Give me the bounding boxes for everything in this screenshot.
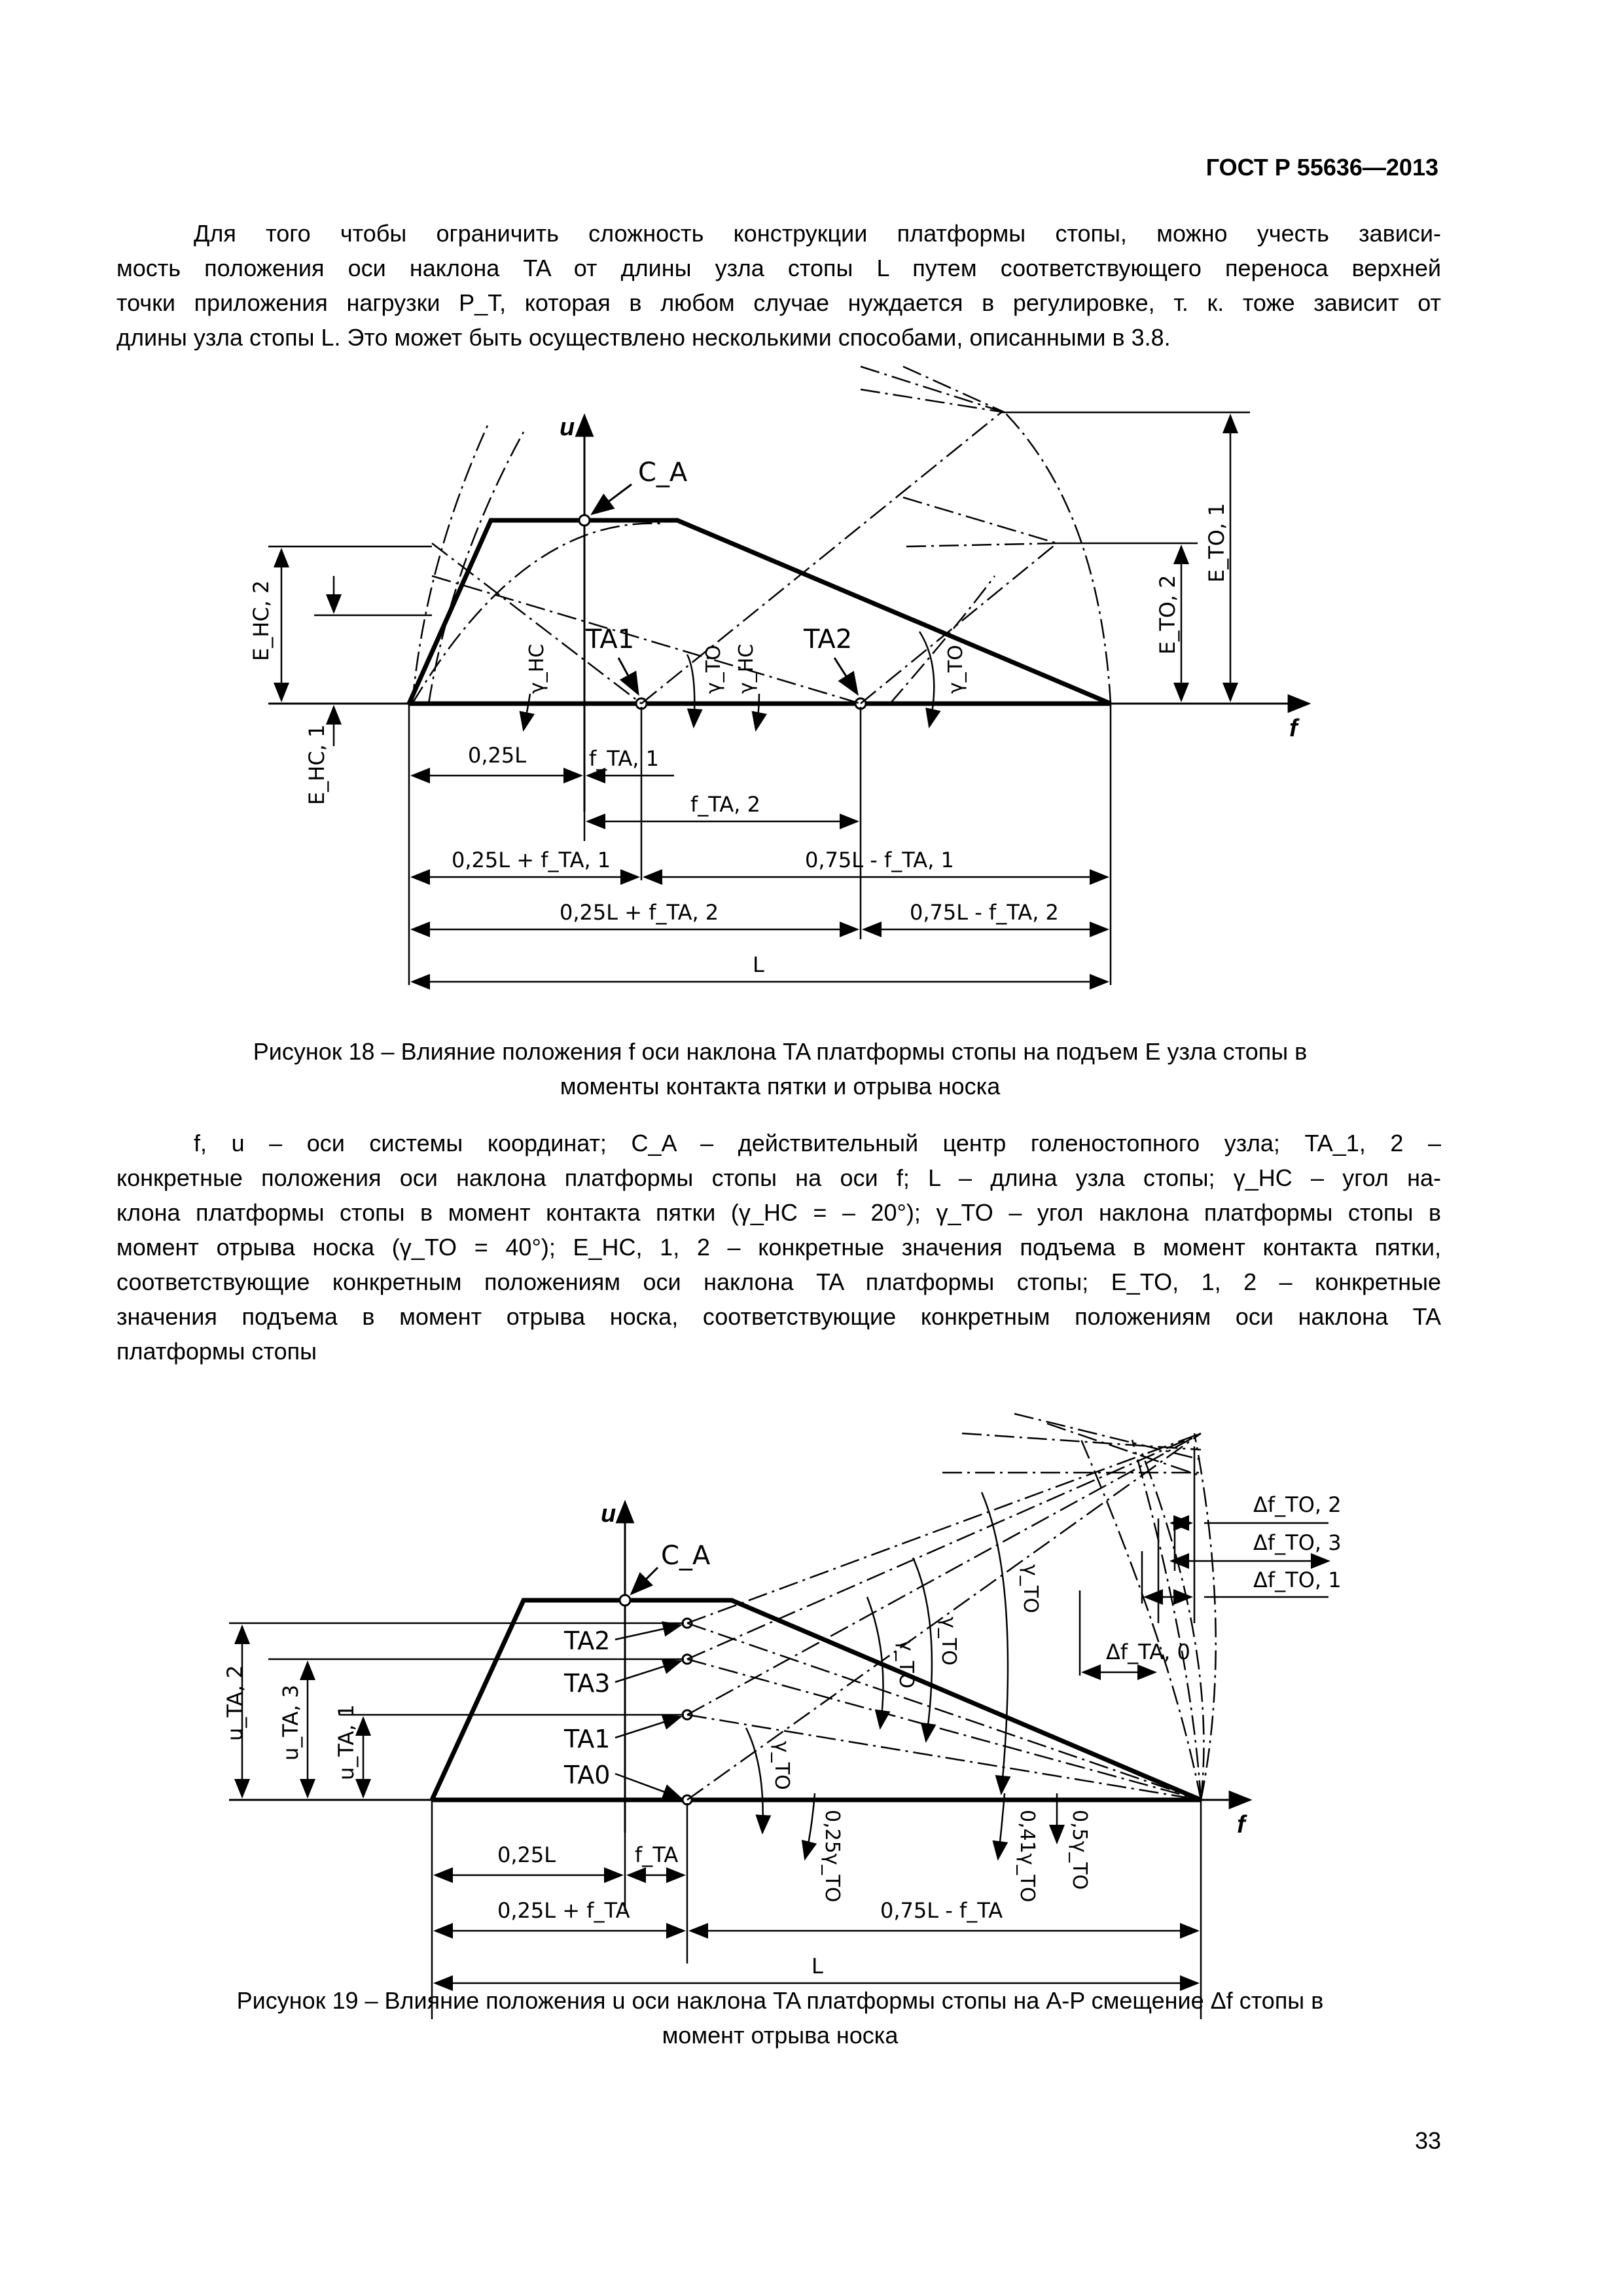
u-axis-label: u: [560, 414, 575, 441]
dim-025l-fta1: 0,25L + f_TA, 1: [452, 848, 611, 872]
df-to3-label: Δf_TO, 3: [1253, 1530, 1342, 1555]
legend-line: платформы стопы: [116, 1338, 317, 1365]
e-to1-label: E_TO, 1: [1204, 503, 1229, 583]
dimension-labels: [452, 743, 1059, 977]
caption-line: момент отрыва носка: [662, 2022, 899, 2049]
dim-fta1: f_TA, 1: [589, 746, 659, 771]
f-axis-label: f: [1237, 1811, 1245, 1839]
construction-lines: [412, 367, 1111, 704]
g05-label: 0,5γ_TO: [1068, 1810, 1091, 1890]
gamma-to-label: γ_TO: [937, 1617, 960, 1666]
dim-l: L: [812, 1954, 823, 1979]
gamma-hc-label: γ_HC: [735, 643, 758, 694]
foot-platform-outline: [409, 520, 1111, 704]
ca-leader: [632, 1568, 658, 1594]
legend-line: момент отрыва носка (γ_TO = 40°); E_HC, 1, 2 – конкретные значения подъема в момент контакта пятки,: [116, 1234, 1441, 1261]
dim-075l-fta2: 0,75L - f_TA, 2: [910, 900, 1059, 925]
fan-construction-lines: [687, 1414, 1216, 1800]
foot-platform-outline: [432, 1600, 1201, 1800]
u-axis-label: u: [601, 1500, 616, 1528]
dimension-labels: [497, 1842, 1003, 1979]
gamma-to-label: γ_TO: [1019, 1564, 1042, 1613]
df-to2-label: Δf_TO, 2: [1253, 1492, 1342, 1517]
dim-075l-fta: 0,75L - f_TA: [880, 1898, 1003, 1923]
ca-label: C_A: [638, 457, 688, 488]
dim-l: L: [753, 952, 764, 977]
caption-line: Рисунок 18 – Влияние положения f оси наклона TA платформы стопы на подъем E узла стопы в: [253, 1038, 1308, 1065]
caption-line: Рисунок 19 – Влияние положения u оси наклона TA платформы стопы на A-P смещение Δf стопы в: [236, 1987, 1324, 2014]
caption-line: моменты контакта пятки и отрыва носка: [560, 1073, 1001, 1100]
df-to1-label: Δf_TO, 1: [1253, 1568, 1342, 1592]
legend-line: соответствующие конкретным положениям оси наклона TA платформы стопы; E_TO, 1, 2 – конкретные: [116, 1268, 1441, 1295]
dim-025l: 0,25L: [468, 743, 527, 768]
gamma-hc-label: γ_HC: [526, 643, 548, 694]
dim-fta2: f_TA, 2: [690, 792, 760, 817]
ca-leader: [592, 484, 632, 514]
intro-line: длины узла стопы L. Это может быть осуществлено несколькими способами, описанными в 3.8.: [116, 324, 1171, 351]
page-number: 33: [1414, 2127, 1441, 2154]
ta1-label: TA1: [586, 624, 635, 655]
legend-line: конкретные положения оси наклона платформы стопы на оси f; L – длина узла стопы; γ_HC – угол на-: [116, 1164, 1441, 1191]
intro-line: мость положения оси наклона TA от длины узла стопы L путем соответствующего переноса верхней: [116, 255, 1441, 281]
figure-18-caption: [118, 1034, 1442, 1103]
g025-label: 0,25γ_TO: [821, 1810, 844, 1903]
u-ta3-label: u_TA, 3: [278, 1685, 303, 1761]
ta2-label: TA2: [564, 1626, 611, 1655]
ta1-label: TA1: [564, 1725, 611, 1753]
e-hc2-label: E_HC, 2: [249, 580, 274, 661]
ta2-label: TA2: [804, 624, 853, 655]
ta0-label: TA0: [564, 1761, 611, 1789]
ta2-leader: [834, 658, 857, 694]
gamma-to-label: γ_TO: [895, 1640, 918, 1689]
dim-fta: f_TA: [635, 1842, 679, 1867]
legend-line: f, u – оси системы координат; C_A – действительный центр голеностопного узла; TA_1, 2 –: [194, 1130, 1441, 1157]
dim-025l-fta2: 0,25L + f_TA, 2: [560, 900, 719, 925]
ta3-label: TA3: [564, 1669, 611, 1698]
u-ta2-label: u_TA, 2: [223, 1665, 247, 1741]
gamma-to-label: γ_TO: [944, 645, 967, 694]
intro-line: Для того чтобы ограничить сложность конструкции платформы стопы, можно учесть зависи-: [194, 220, 1441, 247]
e-to2-label: E_TO, 2: [1155, 575, 1180, 655]
document-header: ГОСТ Р 55636—2013: [1205, 154, 1438, 181]
g041-label: 0,41γ_TO: [1016, 1810, 1039, 1903]
legend-line: клона платформы стопы в момент контакта пятки (γ_HC = – 20°); γ_TO – угол наклона платформы стопы в: [116, 1199, 1441, 1226]
u-ta1-label: u_TA, 1: [334, 1704, 359, 1780]
ca-point: [579, 515, 590, 526]
legend-line: значения подъема в момент отрыва носка, соответствующие конкретным положениям оси наклона TA: [116, 1303, 1441, 1330]
dim-025l-fta: 0,25L + f_TA: [497, 1898, 630, 1923]
intro-line: точки приложения нагрузки P_T, которая в любом случае нуждается в регулировке, т. к. тоже зависит от: [116, 289, 1441, 316]
gamma-to-label: γ_TO: [770, 1741, 793, 1790]
figure-18-diagram: [0, 0, 1623, 1047]
figure-19-diagram: [0, 1374, 1623, 1979]
ca-point: [620, 1595, 630, 1605]
f-axis-label: f: [1289, 715, 1298, 742]
legend-paragraph: [116, 1126, 1441, 1369]
df-ta0-label: Δf_TA, 0: [1106, 1640, 1190, 1664]
ca-label: C_A: [661, 1541, 711, 1571]
dim-075l-fta1: 0,75L - f_TA, 1: [805, 848, 954, 872]
e-hc1-label: E_HC, 1: [304, 724, 329, 805]
e-hc-dimensions: [268, 547, 432, 746]
figure-19-caption: [118, 1983, 1442, 2053]
gamma-to-label: γ_TO: [702, 645, 725, 694]
dim-025l: 0,25L: [497, 1842, 556, 1867]
